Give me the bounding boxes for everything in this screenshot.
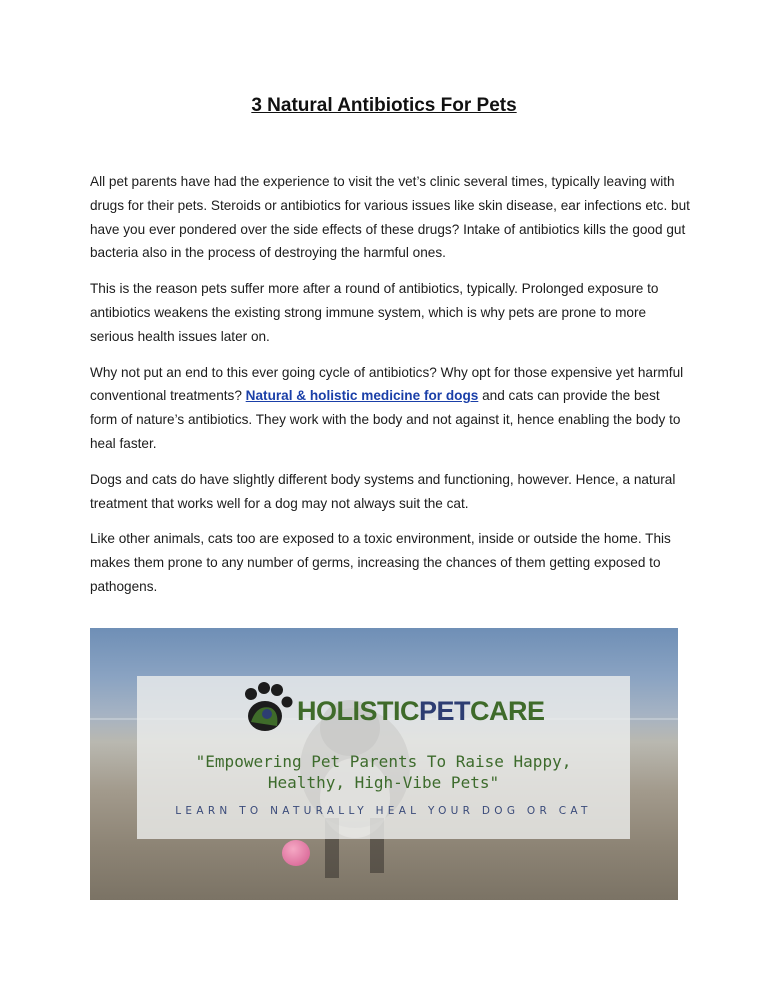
paragraph-2: This is the reason pets suffer more after a round of antibiotics, typically. Prolonged exposure to antibiotics weakens the existing strong immune system, which is why pets are prone to more serious health issues later on. xyxy=(90,281,659,344)
holistic-medicine-link[interactable]: Natural & holistic medicine for dogs xyxy=(245,388,479,404)
tagline xyxy=(137,751,630,793)
tagline-line-1: "Empowering Pet Parents To Raise Happy, xyxy=(195,752,572,771)
page-title: 3 Natural Antibiotics For Pets xyxy=(251,95,517,116)
promo-banner-image xyxy=(90,628,678,900)
tagline-line-2: Healthy, High-Vibe Pets" xyxy=(267,773,500,792)
logo-pet: PET xyxy=(419,696,471,726)
banner-subtitle: LEARN TO NATURALLY HEAL YOUR DOG OR CAT xyxy=(175,805,592,817)
paragraph-3-before: Why not put an end to this ever going cycle of antibiotics? Why opt for those expensive yet harmful conventional treatments? xyxy=(90,364,684,404)
paragraph-5: Like other animals, cats too are exposed to a toxic environment, inside or outside the home. This makes them prone to any number of germs, increasing the chances of them getting exposed to pathogens. xyxy=(90,531,671,594)
paragraph-4: Dogs and cats do have slightly different body systems and functioning, however. Hence, a natural treatment that works well for a dog may not always suit the cat. xyxy=(90,471,676,511)
logo-care: CARE xyxy=(470,696,545,726)
paragraph-1: All pet parents have had the experience to visit the vet’s clinic several times, typically leaving with drugs for their pets. Steroids or antibiotics for various issues like skin disease, ear infections etc. but have you ever pondered over the side effects of these drugs? Intake of antibiotics kills the good gut bacteria also in the process of destroying the harmful ones. xyxy=(90,174,690,261)
brand-panel xyxy=(137,676,630,839)
paragraph-3 xyxy=(90,361,690,456)
pink-ball xyxy=(282,840,310,866)
paragraph-3-after: and cats can provide the best form of nature’s antibiotics. They work with the body and not against it, hence enabling the body to heal faster. xyxy=(90,388,681,451)
article-body xyxy=(90,170,690,611)
logo-holistic: HOLISTIC xyxy=(297,696,419,726)
holistic-pet-care-logo xyxy=(237,682,545,734)
logo-wordmark xyxy=(297,696,545,727)
paw-icon xyxy=(237,682,295,734)
